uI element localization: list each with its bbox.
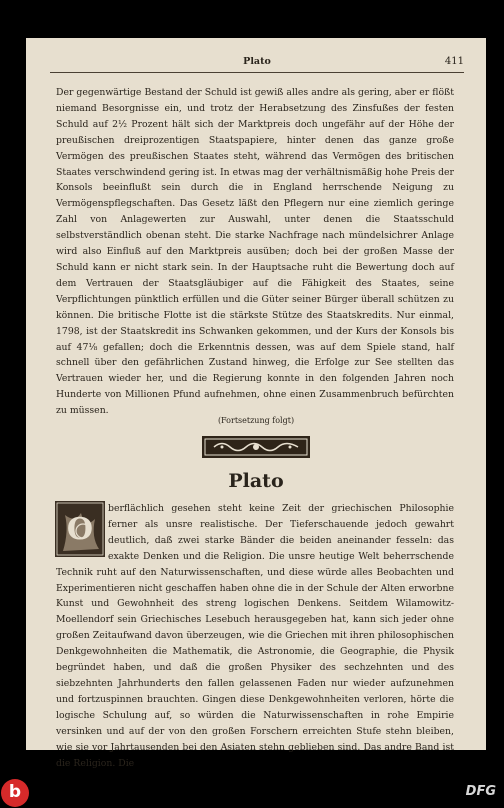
paragraph-plato <box>56 501 454 771</box>
drop-cap-spacer <box>56 501 108 563</box>
drop-cap-letter: O <box>66 512 94 547</box>
continued-note: (Fortsetzung folgt) <box>217 416 295 425</box>
book-page <box>26 38 486 769</box>
library-logo-icon: b <box>1 779 29 807</box>
paragraph-consols: Der gegenwärtige Bestand der Schuld ist gewiß alles andre als gering, aber er flößt niemand Besorgnisse ein, und trotz der Herabsetzung des Zinsfußes der festen Schuld auf 2½ Prozent hält sich der Marktpreis doch ungefähr auf der Höhe der preußischen dreiprozentigen Staatspapiere, hinter denen das ganze große Vermögen des preußischen Staates steht, während das Vermögen des britischen Staates verschwindend gering ist. In etwas mag der verhältnismäßig hohe Preis der Konsols beeinflußt sein durch die in England herrschende Neigung zu Vermögenspflegschaften. Das Gesetz läßt den Pflegern nur eine ziemlich geringe Zahl von Anlagewerten zur Auswahl, unter denen die Staatsschuld selbstverständlich obenan steht. Die starke Nachfrage nach mündelsichrer Anlage wird also Einfluß auf den Marktpreis ausüben; doch bei der großen Masse der Schuld kann er nicht stark sein. In der Hauptsache ruht die Bewertung doch auf dem Vertrauen der Staatsgläubiger auf die Fähigkeit des Staates, seine Verpflichtungen pünktlich erfüllen und die Güter seiner Bürger überall schützen zu können. Die britische Flotte ist die stärkste Stütze des Staatskredits. Nur einmal, 1798, ist der Staatskredit ins Schwanken gekommen, und der Kurs der Konsols bis auf 47⅛ gefallen; doch die Erkenntnis dessen, was auf dem Spiele stand, half schnell über den gefährlichen Zustand hinweg, die Erfolge zur See stellten das Vertrauen wieder her, und die Regierung konnte in den folgenden Jahren noch Hunderte von Millionen Pfund aufnehmen, ohne einen Zusammenbruch befürchten zu müssen. <box>56 87 454 417</box>
running-title: Plato <box>243 56 271 67</box>
page-number: 411 <box>444 56 464 67</box>
dfg-logo-icon: DFG <box>465 784 496 799</box>
ornament-divider-icon <box>202 436 310 458</box>
article-title: Plato <box>228 470 284 492</box>
paragraph-plato-text: berflächlich gesehen steht keine Zeit der griechischen Philosophie ferner als unsre realistische. Der Tieferschauende jedoch gewahrt deutlich, daß zwei starke Bänder die beiden aneinander fesseln: das exakte Denken und die Religion. Die unsre heutige Welt beherrschende Technik ruht auf den Naturwissenschaften, und diese würde alles Beobachten und Experimentieren nicht geschaffen haben ohne die in der Schule der Alten erworbne Kunst und Gewohnheit des streng logischen Denkens. Seitdem Wilamowitz-Moellendorf sein Griechisches Lesebuch herausgegeben hat, kann sich jeder ohne großen Zeitaufwand davon überzeugen, wie die Griechen mit ihren philosophischen Denkgewohnheiten die Mathematik, die Astronomie, die Geographie, die Physik begründet haben, und daß die großen Physiker des sechzehnten und des siebzehnten Jahrhunderts den fallen gelassenen Faden nur wieder aufzunehmen und fortzuspinnen brauchten. Gingen diese Denkgewohnheiten verloren, hörte die logische Schulung auf, so würden die Naturwissenschaften in rohe Empirie versinken und auf der von den großen Forschern erreichten Stufe stehn bleiben, wie sie vor Jahrtausenden bei den Asiaten stehn geblieben sind. Das andre Band ist die Religion. Die <box>56 503 454 769</box>
page-header <box>50 56 464 73</box>
